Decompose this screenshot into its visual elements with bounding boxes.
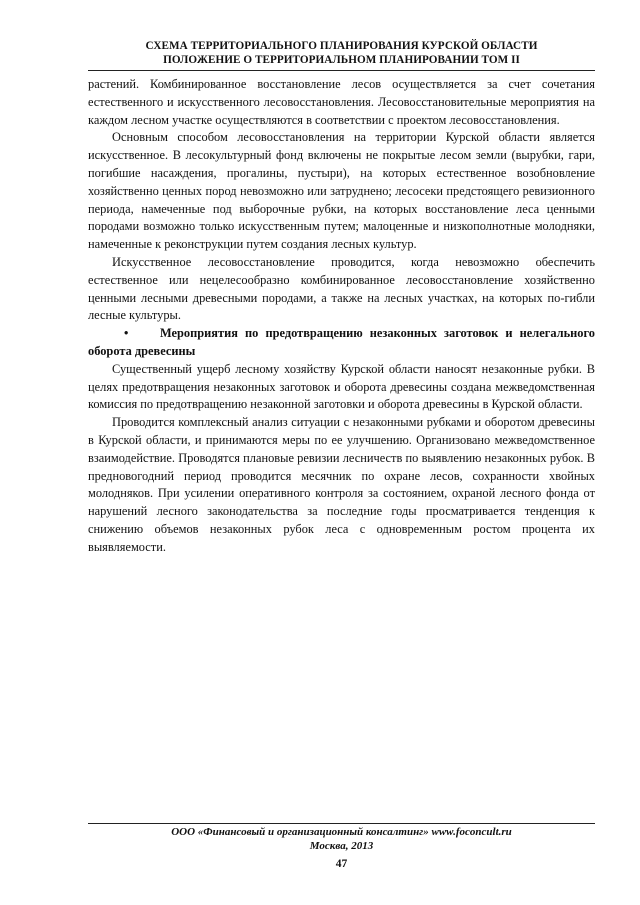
header-title-line2: ПОЛОЖЕНИЕ О ТЕРРИТОРИАЛЬНОМ ПЛАНИРОВАНИИ ТОМ II: [163, 53, 520, 66]
section-heading: [88, 325, 595, 361]
header-divider: [88, 70, 595, 71]
footer-company: ООО «Финансовый и организационный консалтинг» www.foconcult.ru: [171, 826, 512, 838]
paragraph-4: Существенный ущерб лесному хозяйству Курской области наносят незаконные рубки. В целях предотвращения незаконных заготовок и оборота древесины создана межведомственная комиссия по предотвращению незаконной заготовки и оборота древесины в Курской области.: [88, 361, 595, 412]
document-body: [88, 76, 595, 557]
document-footer: [88, 826, 595, 853]
footer-divider: [88, 823, 595, 824]
section-heading-text: Мероприятия по предотвращению незаконных заготовок и нелегального оборота древесины: [88, 326, 595, 358]
page-number: 47: [335, 858, 348, 870]
bullet-icon: •: [124, 326, 129, 341]
paragraph-5: Проводится комплексный анализ ситуации с незаконными рубками и оборотом древесины в Курской области, и принимаются меры по ее улучшению. Организовано межведомственное взаимодействие. Проводятся плановые ревизии лесничеств по выявлению незаконных рубок. В предновогодний период проводится месячник по охране лесов, сохранности хвойных молодняков. При усилении оперативного контроля за состоянием, охраной лесного фонда от нарушений лесного законодательства за последние годы просматривается тенденция к снижению объемов незаконных рубок леса с одновременным ростом процента их выявляемости.: [88, 415, 595, 554]
document-header: [88, 40, 595, 67]
footer-city-year: Москва, 2013: [309, 839, 374, 852]
header-title-line1: СХЕМА ТЕРРИТОРИАЛЬНОГО ПЛАНИРОВАНИЯ КУРСКОЙ ОБЛАСТИ: [145, 40, 538, 52]
paragraph-1: растений. Комбинированное восстановление лесов осуществляется за счет сочетания естественного и искусственного лесовосстановления. Лесовосстановительные мероприятия на каждом лесном участке осуществляются в соответствии с проектом лесовосстановления.: [88, 77, 595, 127]
paragraph-2: Основным способом лесовосстановления на территории Курской области является искусственное. В лесокультурный фонд включены не покрытые лесом земли (вырубки, гари, погибшие насаждения, прогалины, пустыри), на которых естественное возобновление хозяйственно ценных пород невозможно или затруднено; лесосеки предстоящего ревизионного периода, намеченные под выборочные рубки, на которых восстановление леса ценными породами возможно только искусственным путем; малоценные и низкополнотные молодняки, намеченные к реконструкции путем создания лесных культур.: [88, 130, 595, 252]
paragraph-3: Искусственное лесовосстановление проводится, когда невозможно обеспечить естественное или нецелесообразно комбинированное лесовосстановление хозяйственно ценными лесными древесными породами, а также на лесных участках, на которых по-гибли лесные культуры.: [88, 254, 595, 323]
